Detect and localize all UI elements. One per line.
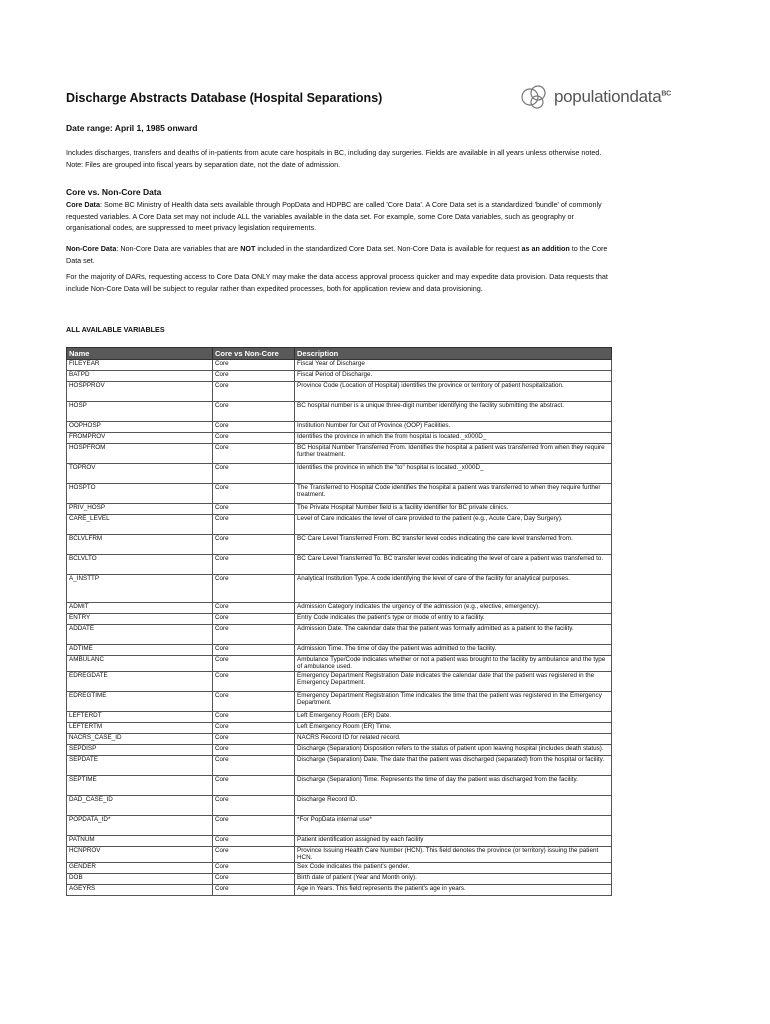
- cell-desc: BC Hospital Number Transferred From. Identifies the hospital a patient was transferred from when they require further treatment.: [295, 444, 612, 464]
- cell-core: Core: [213, 371, 295, 382]
- cell-desc: The Private Hospital Number field is a facility identifier for BC private clinics.: [295, 504, 612, 515]
- header-description: Description: [295, 348, 612, 360]
- cell-desc: BC hospital number is a unique three-digit number identifying the facility submitting the abstract.: [295, 402, 612, 422]
- cell-name: DOB: [67, 873, 213, 884]
- cell-desc: Discharge Record ID.: [295, 795, 612, 815]
- cell-name: OOPHOSP: [67, 422, 213, 433]
- table-row: [67, 603, 612, 614]
- cell-desc: Admission Date. The calendar date that the patient was formally admitted as a patient to the facility.: [295, 625, 612, 645]
- cell-name: ADTIME: [67, 645, 213, 656]
- table-row: [67, 873, 612, 884]
- cell-name: ENTRY: [67, 614, 213, 625]
- cell-name: HOSPFROM: [67, 444, 213, 464]
- table-row: [67, 625, 612, 645]
- cell-core: Core: [213, 873, 295, 884]
- table-row: [67, 691, 612, 711]
- cell-core: Core: [213, 535, 295, 555]
- table-row: [67, 645, 612, 656]
- header-name: Name: [67, 348, 213, 360]
- cell-desc: Identifies the province in which the "to" hospital is located._x000D_: [295, 464, 612, 484]
- table-row: [67, 360, 612, 371]
- cell-desc: Analytical Institution Type. A code identifying the level of care of the facility for analytical purposes.: [295, 575, 612, 603]
- page-title: Discharge Abstracts Database (Hospital Separations): [66, 91, 383, 105]
- cell-desc: Discharge (Separation) Time. Represents the time of day the patient was discharged from the facility.: [295, 775, 612, 795]
- table-row: [67, 795, 612, 815]
- table-row: [67, 484, 612, 504]
- table-row: [67, 722, 612, 733]
- cell-name: HOSPPROV: [67, 382, 213, 402]
- logo-mark-icon: [518, 80, 552, 114]
- cell-desc: Sex Code indicates the patient's gender.: [295, 862, 612, 873]
- cell-core: Core: [213, 656, 295, 672]
- cell-desc: Entry Code indicates the patient's type or mode of entry to a facility.: [295, 614, 612, 625]
- table-row: [67, 433, 612, 444]
- popdata-logo: [518, 77, 678, 117]
- table-row: [67, 846, 612, 862]
- cell-desc: Discharge (Separation) Date. The date that the patient was discharged (separated) from the hospital or facility.: [295, 755, 612, 775]
- cell-name: CARE_LEVEL: [67, 515, 213, 535]
- intro-paragraph: Includes discharges, transfers and deaths of in-patients from acute care hospitals in BC, including day surgeries. Fields are available in all years unless otherwise noted. Note: Files are grouped into fiscal years by separation date, not the date of admission.: [66, 148, 602, 169]
- cell-desc: Admission Time. The time of day the patient was admitted to the facility.: [295, 645, 612, 656]
- cell-core: Core: [213, 402, 295, 422]
- cell-desc: Fiscal Year of Discharge: [295, 360, 612, 371]
- cell-desc: Identifies the province in which the from hospital is located._x000D_: [295, 433, 612, 444]
- table-row: [67, 444, 612, 464]
- cell-core: Core: [213, 671, 295, 691]
- cell-core: Core: [213, 575, 295, 603]
- cell-core: Core: [213, 815, 295, 835]
- cell-core: Core: [213, 444, 295, 464]
- cell-name: EDREGDATE: [67, 671, 213, 691]
- table-row: [67, 371, 612, 382]
- table-row: [67, 656, 612, 672]
- cell-name: DAD_CASE_ID: [67, 795, 213, 815]
- cell-name: EDREGTIME: [67, 691, 213, 711]
- core-paragraph: Core Data: Some BC Ministry of Health data sets available through PopData and HDPBC are called 'Core Data'. A Core Data set is a standardized 'bundle' of commonly requested variables. A Core Data set may not include ALL the variables available in the data set. For example, some Core Data variables, such as geography or organisational codes, are suppressed to meet privacy legislation requirements.: [66, 200, 602, 232]
- cell-desc: Left Emergency Room (ER) Date.: [295, 711, 612, 722]
- cell-name: FROMPROV: [67, 433, 213, 444]
- cell-desc: Level of Care indicates the level of care provided to the patient (e.g., Acute Care, Day Surgery).: [295, 515, 612, 535]
- cell-core: Core: [213, 625, 295, 645]
- cell-core: Core: [213, 846, 295, 862]
- cell-core: Core: [213, 614, 295, 625]
- cell-name: LEFTERDT: [67, 711, 213, 722]
- table-row: [67, 464, 612, 484]
- cell-desc: Emergency Department Registration Time indicates the time that the patient was registered in the Emergency Department.: [295, 691, 612, 711]
- cell-name: PRIV_HOSP: [67, 504, 213, 515]
- cell-desc: Province Issuing Health Care Number (HCN). This field denotes the province (or territory) issuing the patient HCN.: [295, 846, 612, 862]
- table-row: [67, 711, 612, 722]
- cell-desc: Province Code (Location of Hospital) identifies the province or territory of patient hospitalization.: [295, 382, 612, 402]
- cell-desc: Age in Years. This field represents the patient's age in years.: [295, 884, 612, 895]
- table-row: [67, 815, 612, 835]
- cell-core: Core: [213, 744, 295, 755]
- cell-name: AMBULANC: [67, 656, 213, 672]
- cell-desc: BC Care Level Transferred To. BC transfer level codes indicating the level of care a patient was transferred to.: [295, 555, 612, 575]
- table-row: [67, 422, 612, 433]
- cell-name: LEFTERTM: [67, 722, 213, 733]
- cell-core: Core: [213, 755, 295, 775]
- cell-core: Core: [213, 422, 295, 433]
- table-row: [67, 733, 612, 744]
- table-row: [67, 504, 612, 515]
- cell-core: Core: [213, 484, 295, 504]
- cell-core: Core: [213, 645, 295, 656]
- cell-core: Core: [213, 603, 295, 614]
- table-row: [67, 744, 612, 755]
- dars-paragraph: For the majority of DARs, requesting access to Core Data ONLY may make the data access approval process quicker and may expedite data provision. Data requests that include Non-Core Data will be subject to regular rather than expedited processes, both for application review and data provisioning.: [66, 272, 608, 293]
- cell-name: HCNPROV: [67, 846, 213, 862]
- cell-desc: *For PopData internal use*: [295, 815, 612, 835]
- cell-desc: NACRS Record ID for related record.: [295, 733, 612, 744]
- table-header-row: [67, 348, 612, 360]
- table-row: [67, 775, 612, 795]
- cell-name: BCLVLTO: [67, 555, 213, 575]
- cell-desc: The Transferred to Hospital Code identifies the hospital a patient was transferred to when they require further treatment.: [295, 484, 612, 504]
- cell-core: Core: [213, 733, 295, 744]
- cell-core: Core: [213, 795, 295, 815]
- cell-name: NACRS_CASE_ID: [67, 733, 213, 744]
- cell-name: HOSPTO: [67, 484, 213, 504]
- cell-name: POPDATA_ID*: [67, 815, 213, 835]
- cell-core: Core: [213, 835, 295, 846]
- table-row: [67, 835, 612, 846]
- cell-core: Core: [213, 722, 295, 733]
- cell-desc: Left Emergency Room (ER) Time.: [295, 722, 612, 733]
- cell-core: Core: [213, 433, 295, 444]
- table-row: [67, 671, 612, 691]
- variables-table: [66, 347, 612, 896]
- table-row: [67, 402, 612, 422]
- cell-name: A_INSTTP: [67, 575, 213, 603]
- core-heading: Core vs. Non-Core Data: [66, 187, 162, 197]
- header-core: Core vs Non-Core: [213, 348, 295, 360]
- table-row: [67, 382, 612, 402]
- cell-name: FILEYEAR: [67, 360, 213, 371]
- table-row: [67, 555, 612, 575]
- cell-desc: Ambulance Type/Code indicates whether or not a patient was brought to the facility by ambulance and the type of ambulance used.: [295, 656, 612, 672]
- all-variables-heading: ALL AVAILABLE VARIABLES: [66, 325, 165, 334]
- cell-name: TOPROV: [67, 464, 213, 484]
- cell-core: Core: [213, 691, 295, 711]
- table-row: [67, 755, 612, 775]
- cell-name: SEPDATE: [67, 755, 213, 775]
- cell-name: ADDATE: [67, 625, 213, 645]
- cell-core: Core: [213, 862, 295, 873]
- cell-desc: Emergency Department Registration Date indicates the calendar date that the patient was registered in the Emergency Department.: [295, 671, 612, 691]
- cell-core: Core: [213, 464, 295, 484]
- cell-desc: BC Care Level Transferred From. BC transfer level codes indicating the care level transferred from.: [295, 535, 612, 555]
- cell-name: SEPTIME: [67, 775, 213, 795]
- table-row: [67, 614, 612, 625]
- logo-wordmark: populationdata$^{BC}$: [554, 87, 671, 106]
- cell-core: Core: [213, 555, 295, 575]
- cell-name: HOSP: [67, 402, 213, 422]
- cell-name: AGEYRS: [67, 884, 213, 895]
- cell-desc: Patient identification assigned by each facility: [295, 835, 612, 846]
- cell-core: Core: [213, 504, 295, 515]
- table-row: [67, 515, 612, 535]
- cell-desc: Institution Number for Out of Province (OOP) Facilities.: [295, 422, 612, 433]
- cell-name: BATPD: [67, 371, 213, 382]
- cell-core: Core: [213, 360, 295, 371]
- cell-core: Core: [213, 711, 295, 722]
- cell-desc: Fiscal Period of Discharge.: [295, 371, 612, 382]
- cell-name: SEPDISP: [67, 744, 213, 755]
- cell-desc: Discharge (Separation) Disposition refers to the status of patient upon leaving hospital (includes death status).: [295, 744, 612, 755]
- cell-core: Core: [213, 884, 295, 895]
- table-row: [67, 862, 612, 873]
- cell-name: PATNUM: [67, 835, 213, 846]
- table-body: [67, 360, 612, 896]
- cell-core: Core: [213, 382, 295, 402]
- cell-name: ADMIT: [67, 603, 213, 614]
- cell-core: Core: [213, 515, 295, 535]
- cell-core: Core: [213, 775, 295, 795]
- date-range: Date range: April 1, 1985 onward: [66, 123, 198, 133]
- cell-name: BCLVLFRM: [67, 535, 213, 555]
- table-row: [67, 575, 612, 603]
- cell-desc: Admission Category indicates the urgency of the admission (e.g., elective, emergency).: [295, 603, 612, 614]
- table-row: [67, 535, 612, 555]
- noncore-paragraph: Non-Core Data: Non-Core Data are variables that are NOT included in the standardized Core Data set. Non-Core Data is available for request as an addition to the Core Data set.: [66, 244, 608, 265]
- cell-name: GENDER: [67, 862, 213, 873]
- cell-desc: Birth date of patient (Year and Month only).: [295, 873, 612, 884]
- table-row: [67, 884, 612, 895]
